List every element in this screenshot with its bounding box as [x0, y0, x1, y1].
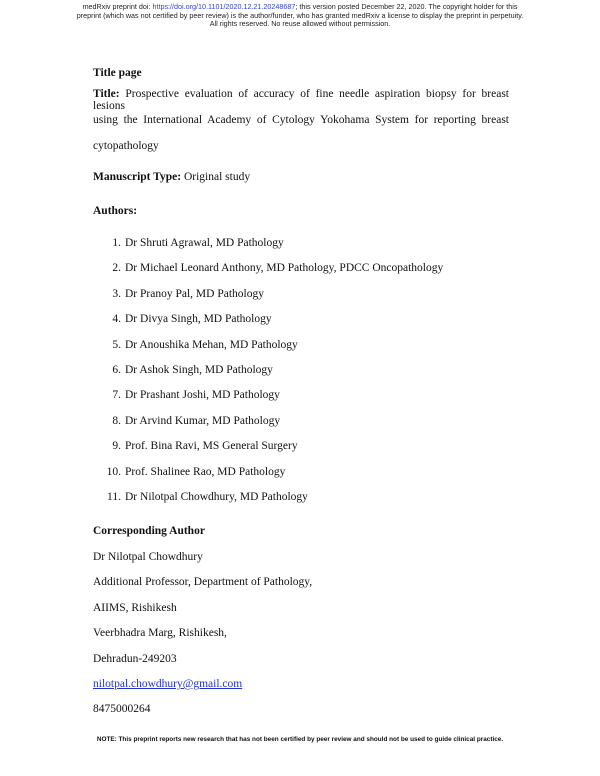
- corresponding-address2: Dehradun-249203: [93, 653, 177, 665]
- corresponding-phone: 8475000264: [93, 703, 151, 715]
- header-line2: preprint (which was not certified by peer review) is the author/funder, who has granted medRxiv a license to display the preprint in perpetuity.: [76, 10, 524, 20]
- manuscript-type: Manuscript Type: Original study: [93, 171, 251, 183]
- author-number: 8.: [112, 414, 121, 427]
- author-item: Dr Ashok Singh, MD Pathology: [125, 364, 273, 376]
- author-number: 4.: [112, 313, 121, 326]
- title-line-3: cytopathology: [93, 140, 159, 152]
- author-number: 5.: [112, 338, 121, 351]
- corresponding-heading: Corresponding Author: [93, 525, 205, 537]
- author-number: 10.: [106, 465, 121, 478]
- author-number: 6.: [112, 364, 121, 376]
- title-page-heading: Title page: [93, 67, 142, 79]
- author-number: 3.: [112, 287, 121, 300]
- doi-link[interactable]: https://doi.org/10.1101/2020.12.21.20248687: [152, 2, 296, 11]
- author-number: 9.: [112, 440, 121, 453]
- header-line1-rest: ; this version posted December 22, 2020. The copyright holder for this: [295, 2, 518, 11]
- preprint-footer-note: NOTE: This preprint reports new research that has not been certified by peer review and should not be used to guide clinical practice.: [96, 736, 504, 743]
- header-line3: All rights reserved. No reuse allowed without permission.: [209, 19, 391, 29]
- corresponding-name: Dr Nilotpal Chowdhury: [93, 551, 203, 563]
- corresponding-institution: AIIMS, Rishikesh: [93, 602, 177, 614]
- author-item: Dr Divya Singh, MD Pathology: [125, 313, 272, 326]
- header-prefix: medRxiv preprint doi:: [82, 2, 153, 11]
- author-item: Dr Arvind Kumar, MD Pathology: [125, 414, 281, 427]
- authors-heading: Authors:: [93, 205, 138, 217]
- author-item: Prof. Bina Ravi, MS General Surgery: [125, 440, 298, 453]
- corresponding-address1: Veerbhadra Marg, Rishikesh,: [93, 627, 227, 639]
- corresponding-email-link[interactable]: nilotpal.chowdhury@gmail.com: [93, 678, 243, 690]
- author-item: Dr Nilotpal Chowdhury, MD Pathology: [125, 491, 308, 503]
- title-line-1: Title: Prospective evaluation of accuracy of fine needle aspiration biopsy for breast lesions: [93, 88, 509, 112]
- author-number: 11.: [107, 491, 121, 503]
- author-item: Dr Anoushika Mehan, MD Pathology: [125, 338, 298, 351]
- author-item: Dr Prashant Joshi, MD Pathology: [125, 389, 280, 402]
- author-number: 7.: [112, 389, 121, 402]
- title-line-2: using the International Academy of Cytology Yokohama System for reporting breast: [93, 114, 509, 126]
- author-item: Prof. Shalinee Rao, MD Pathology: [125, 465, 286, 478]
- author-item: Dr Shruti Agrawal, MD Pathology: [125, 237, 284, 249]
- author-number: 2.: [112, 262, 121, 275]
- preprint-header: [0, 3, 600, 29]
- author-item: Dr Michael Leonard Anthony, MD Pathology, PDCC Oncopathology: [125, 262, 444, 275]
- corresponding-position: Additional Professor, Department of Pathology,: [93, 576, 313, 588]
- author-number: 1.: [112, 237, 121, 249]
- author-item: Dr Pranoy Pal, MD Pathology: [125, 287, 264, 300]
